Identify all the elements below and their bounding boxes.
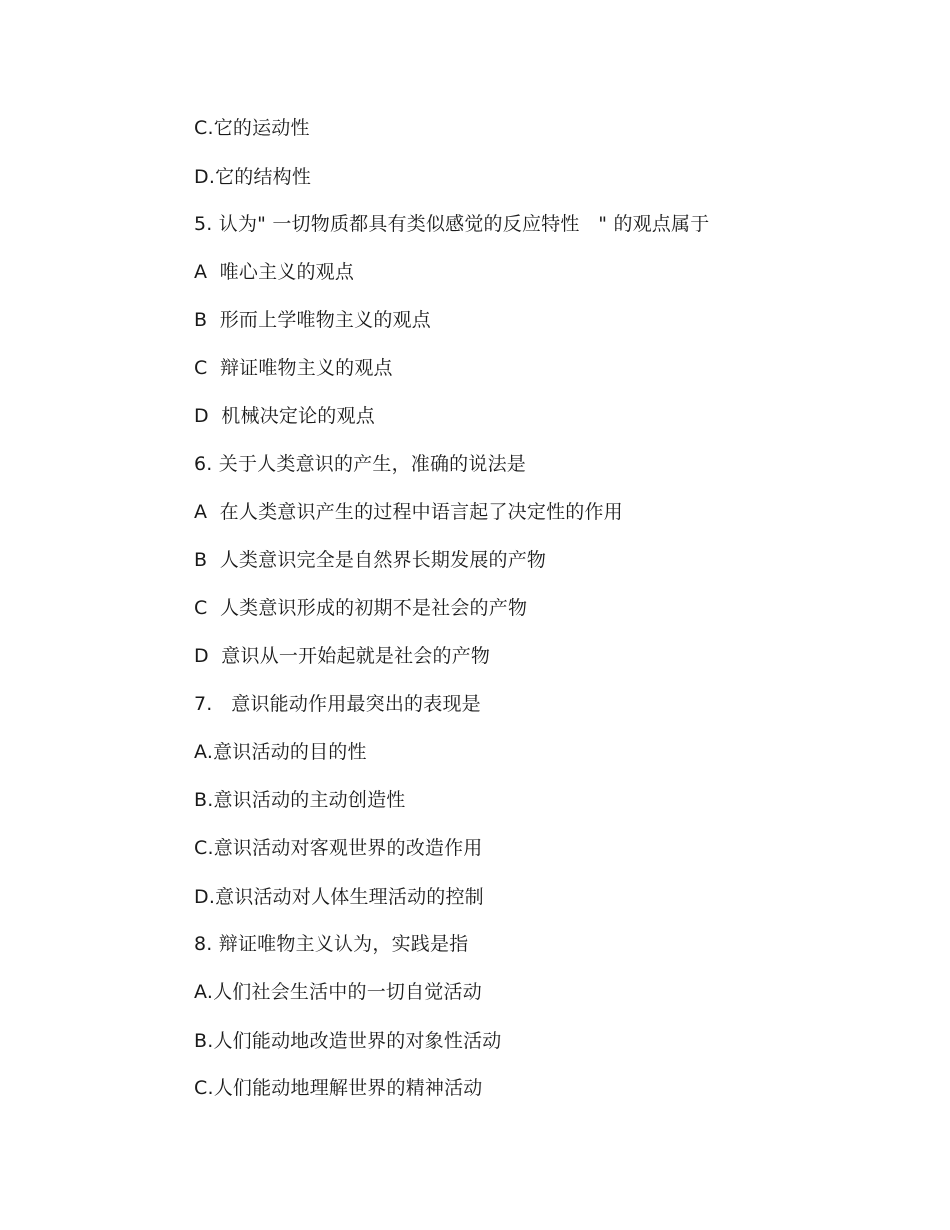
option-b-q8: B.人们能动地改造世界的对象性活动 — [194, 1030, 502, 1052]
option-a-q6: A 在人类意识产生的过程中语言起了决定性的作用 — [194, 501, 623, 523]
option-d-q7: D.意识活动对人体生理活动的控制 — [194, 886, 484, 908]
option-c-q7: C.意识活动对客观世界的改造作用 — [194, 837, 483, 859]
question-6: 6. 关于人类意识的产生，准确的说法是 — [194, 453, 526, 475]
option-a-q7: A.意识活动的目的性 — [194, 741, 367, 763]
option-d-q5: D 机械决定论的观点 — [194, 405, 375, 427]
option-b-q7: B.意识活动的主动创造性 — [194, 789, 406, 811]
option-d-q6: D 意识从一开始起就是社会的产物 — [194, 645, 491, 667]
option-c-q6: C 人类意识形成的初期不是社会的产物 — [194, 597, 528, 619]
option-a-q8: A.人们社会生活中的一切自觉活动 — [194, 981, 482, 1003]
option-c-q5: C 辩证唯物主义的观点 — [194, 357, 393, 379]
option-c-q4: C.它的运动性 — [194, 117, 310, 139]
question-7: 7. 意识能动作用最突出的表现是 — [194, 693, 481, 715]
option-d-q4: D.它的结构性 — [194, 166, 312, 188]
option-c-q8: C.人们能动地理解世界的精神活动 — [194, 1077, 483, 1099]
option-b-q5: B 形而上学唯物主义的观点 — [194, 309, 431, 331]
option-b-q6: B 人类意识完全是自然界长期发展的产物 — [194, 549, 547, 571]
question-5: 5. 认为" 一切物质都具有类似感觉的反应特性 " 的观点属于 — [194, 213, 710, 235]
question-8: 8. 辩证唯物主义认为，实践是指 — [194, 933, 469, 955]
option-a-q5: A 唯心主义的观点 — [194, 261, 355, 283]
